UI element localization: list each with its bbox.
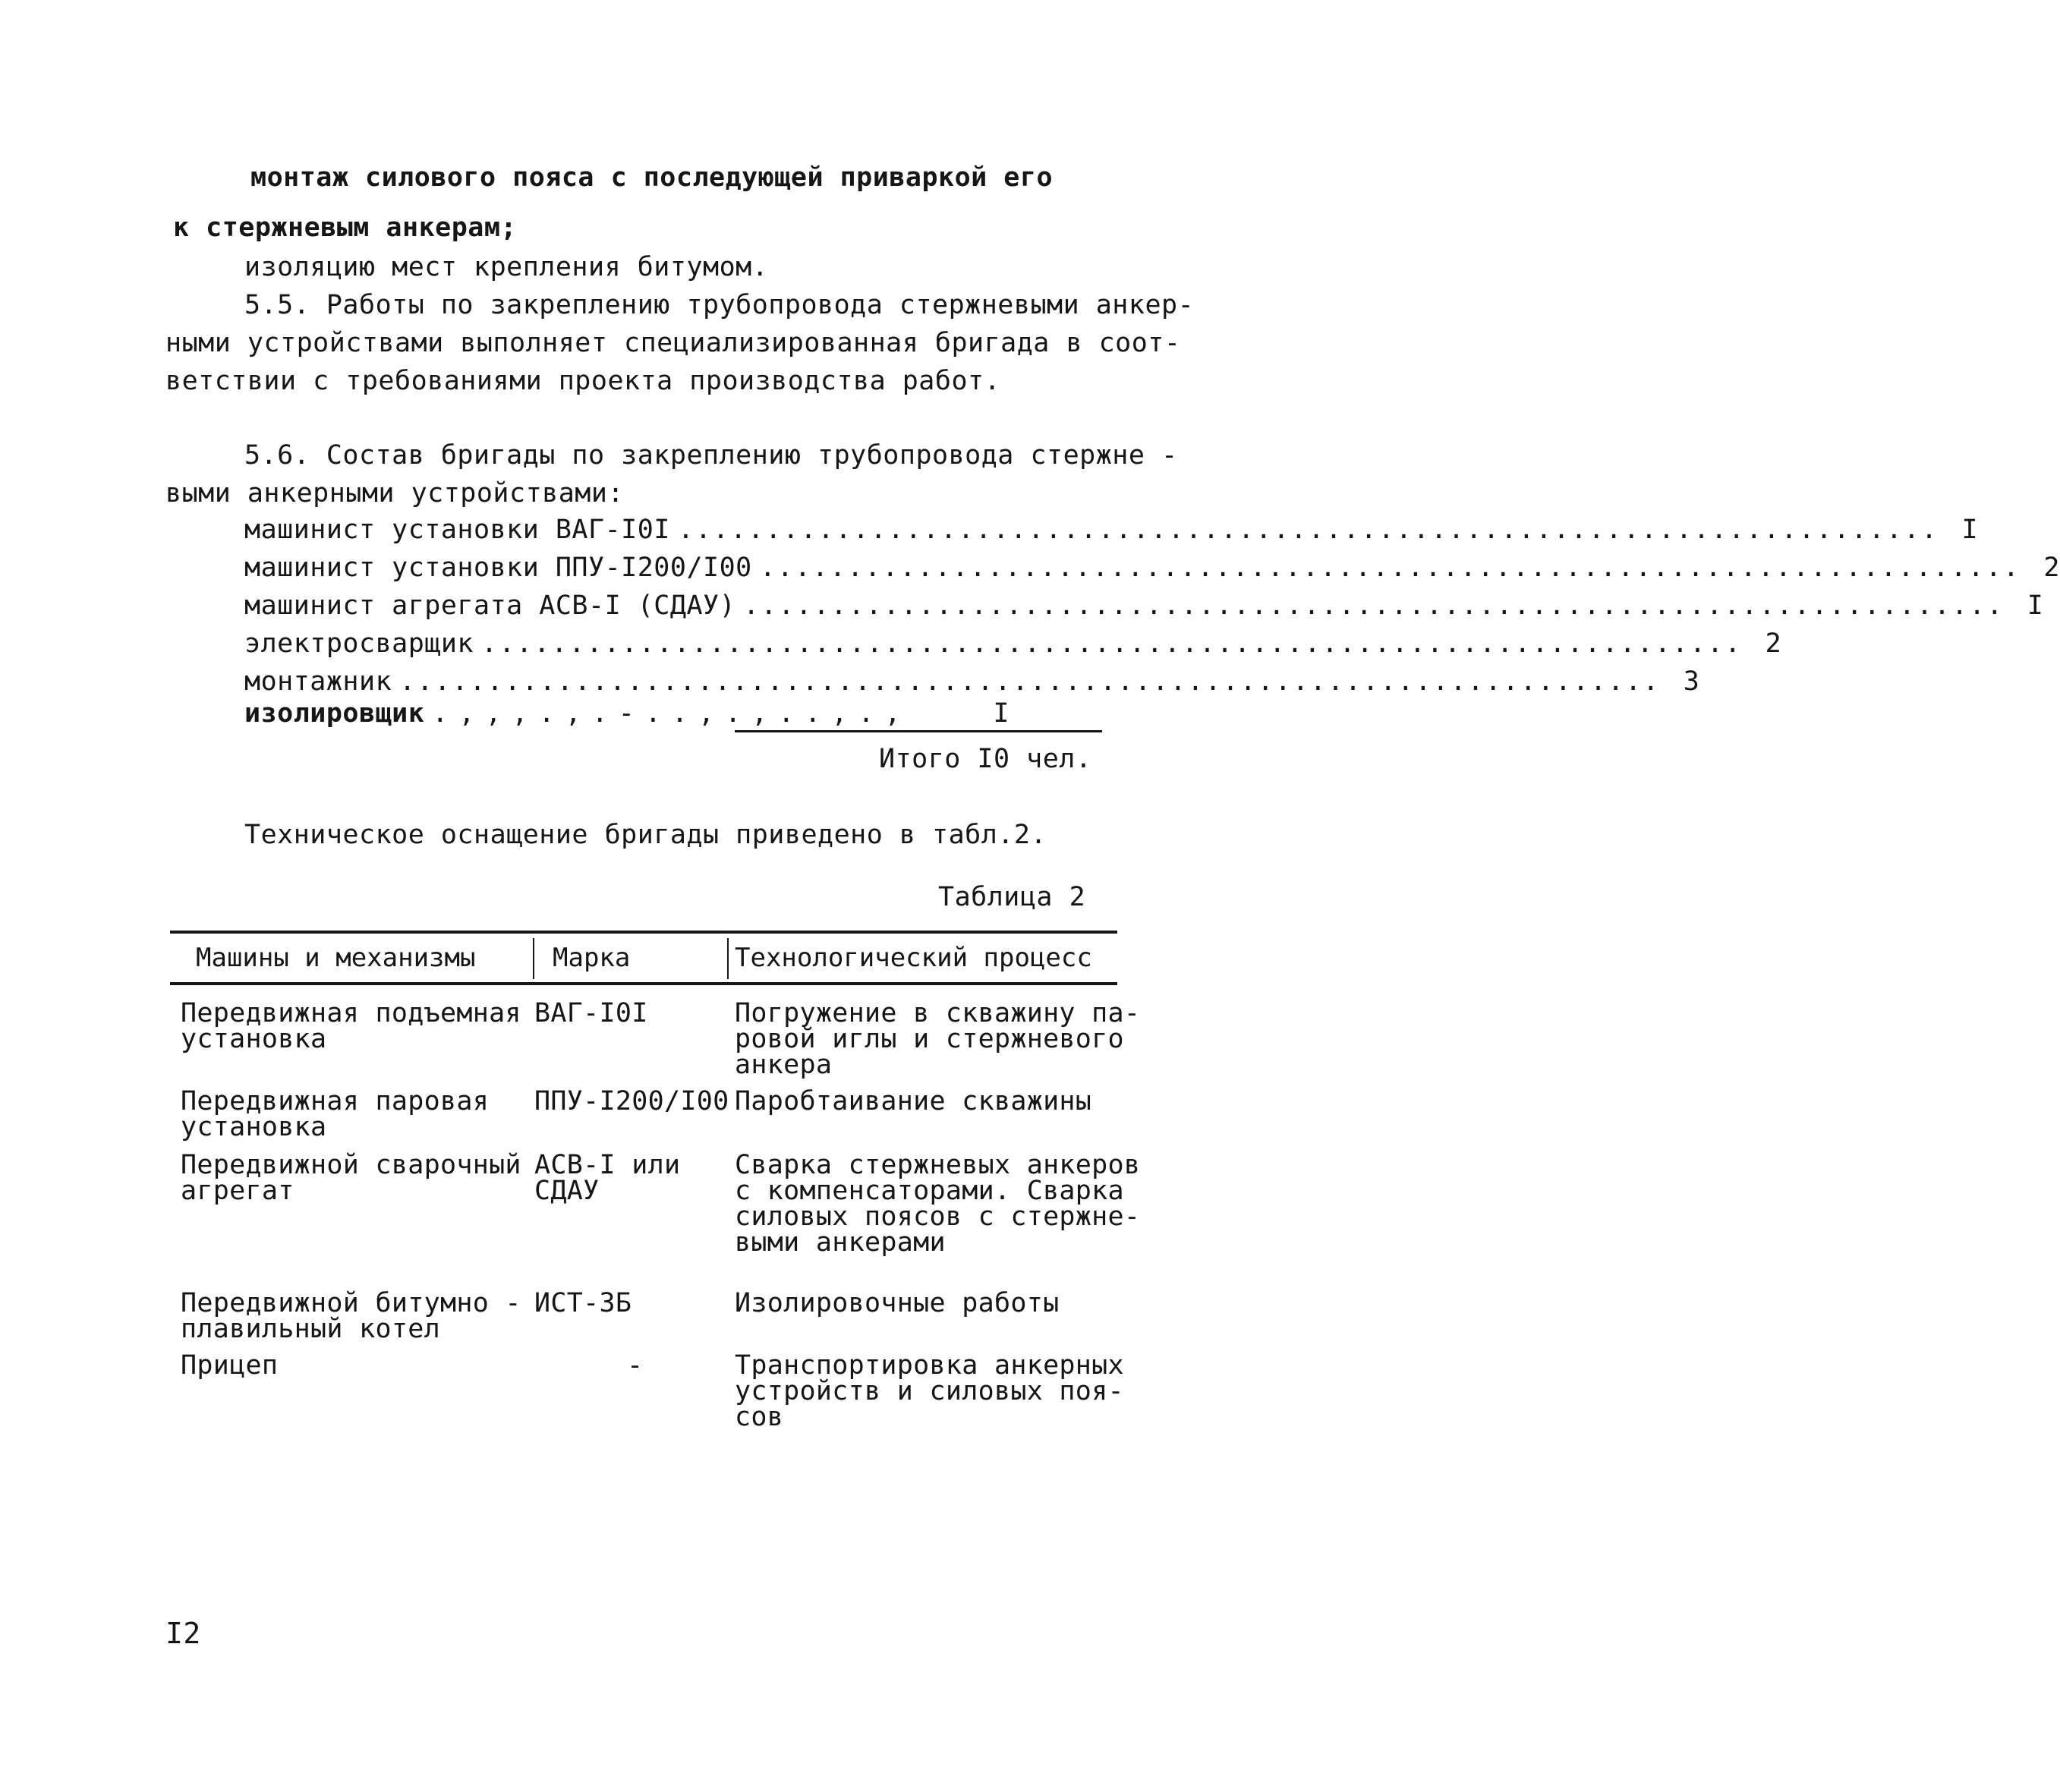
table-cell-brand: ВАГ-I0I: [534, 998, 648, 1028]
paragraph-line: изоляцию мест крепления битумом.: [244, 252, 769, 282]
crew-count: 2: [1765, 628, 1782, 659]
table-cell-brand: ППУ-I200/I00: [534, 1086, 729, 1116]
crew-row: [244, 513, 1979, 546]
paragraph-line: к стержневым анкерам;: [173, 213, 518, 243]
crew-role: изолировщик: [244, 698, 425, 729]
crew-role: машинист установки ППУ-I200/I00: [244, 553, 752, 583]
table-cell-process: Паробтаивание скважины: [735, 1086, 1092, 1116]
crew-count: 2: [2043, 553, 2060, 583]
table-cell-machine: Прицеп: [181, 1350, 279, 1381]
table-header-machine: Машины и механизмы: [196, 943, 476, 973]
leader-dots: ........................................................................: [481, 628, 1743, 659]
table-cell-process: Изолировочные работы: [735, 1288, 1060, 1318]
table-header-rule: [170, 982, 1117, 985]
paragraph-line: выми анкерными устройствами:: [165, 478, 625, 509]
crew-count: 3: [1683, 666, 1700, 697]
leader-dots: ........................................................................: [743, 591, 2005, 621]
page-number: I2: [165, 1617, 201, 1650]
crew-row: [244, 589, 2044, 622]
table-cell-brand: ИСТ-3Б: [534, 1288, 632, 1318]
crew-count: I: [2027, 591, 2044, 621]
leader-dots: ........................................................................: [399, 666, 1661, 697]
paragraph-line: ными устройствами выполняет специализированная бригада в соот-: [165, 328, 1181, 358]
table-cell-process: Сварка стержневых анкеров с компенсаторами. Сварка силовых поясов с стержне- выми анкерами: [735, 1150, 1141, 1258]
crew-count: I: [1961, 515, 1979, 545]
leader-dots: ........................................................................: [759, 553, 2021, 583]
table-top-rule: [170, 931, 1117, 934]
table-cell-brand: -: [627, 1350, 644, 1381]
table-header-process: Технологический процесс: [735, 943, 1092, 973]
table-caption: Таблица 2: [938, 882, 1086, 912]
paragraph-line: 5.5. Работы по закреплению трубопровода стержневыми анкер-: [244, 290, 1195, 320]
table-cell-process: Транспортировка анкерных устройств и силовых поя- сов: [735, 1350, 1124, 1432]
paragraph-line: монтаж силового пояса с последующей приваркой его: [250, 162, 1054, 193]
crew-row: [244, 627, 1782, 660]
table-cell-machine: Передвижная паровая установка: [181, 1086, 490, 1142]
crew-role: электросварщик: [244, 628, 474, 659]
table-cell-machine: Передвижная подъемная установка: [181, 998, 521, 1054]
crew-count: I: [993, 698, 1010, 729]
crew-role: машинист установки ВАГ-I0I: [244, 515, 670, 545]
equipment-note: Техническое оснащение бригады приведено в табл.2.: [244, 820, 1047, 850]
crew-role: машинист агрегата АСВ-I (СДАУ): [244, 591, 736, 621]
crew-role: монтажник: [244, 666, 392, 697]
crew-total: Итого I0 чел.: [879, 744, 1092, 774]
leader-dots: ........................................................................: [677, 515, 1939, 545]
total-rule: [735, 730, 1102, 732]
column-separator: [533, 938, 534, 979]
column-separator: [727, 938, 729, 979]
table-cell-process: Погружение в скважину па- ровой иглы и стержневого анкера: [735, 998, 1141, 1080]
table-cell-brand: АСВ-I или СДАУ: [534, 1150, 681, 1206]
crew-row: [244, 697, 1010, 730]
crew-row: [244, 551, 2060, 584]
crew-row: [244, 665, 1700, 698]
leader-dots: .,,,.,.-..,.,..,.,: [432, 698, 912, 729]
paragraph-line: 5.6. Состав бригады по закреплению трубопровода стержне -: [244, 440, 1178, 471]
paragraph-line: ветствии с требованиями проекта производства работ.: [165, 366, 1001, 396]
table-cell-machine: Передвижной битумно - плавильный котел: [181, 1288, 521, 1344]
table-cell-machine: Передвижной сварочный агрегат: [181, 1150, 521, 1206]
table-header-brand: Марка: [553, 943, 631, 973]
